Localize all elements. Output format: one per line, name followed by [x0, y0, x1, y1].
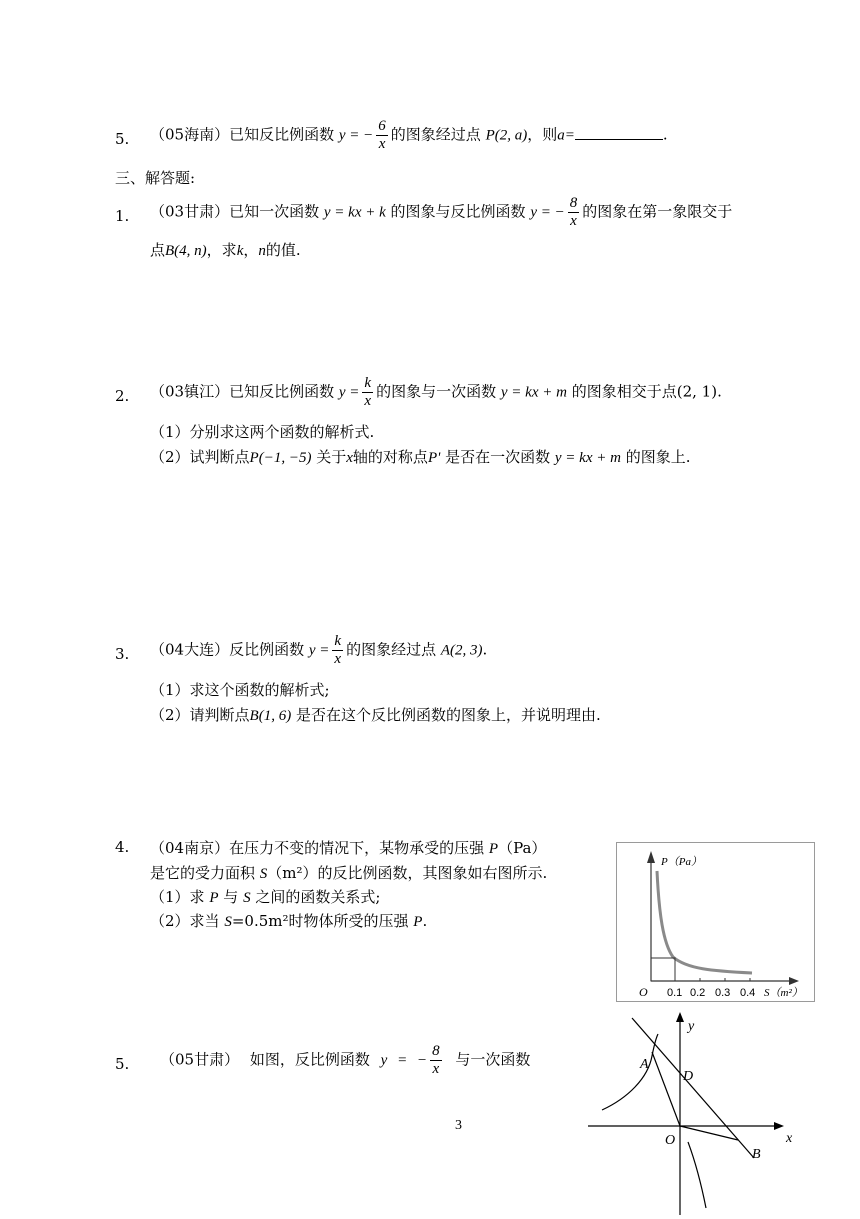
area-rectangle — [651, 958, 675, 981]
equation: y = — [338, 384, 360, 401]
question-4-line-1: （04南京）在压力不变的情况下，某物承受的压强 P（Pa） — [150, 839, 547, 857]
problem-5a-text: （05海南）已知反比例函数 y = − $\frac{6}{x}$ 的图象经过点 P(2, a)，则a= . — [150, 118, 668, 152]
question-2-number: 2. — [115, 387, 130, 405]
point-label: B(4, n) — [165, 243, 207, 259]
section-heading: 三、解答题: — [115, 169, 196, 187]
pressure-area-graph — [617, 843, 814, 1001]
curve-branch-2nd-quadrant — [602, 1034, 658, 1110]
question-4-sub-2: （2）求当 S=0.5m²时物体所受的压强 P. — [150, 912, 428, 930]
source-tag: （03甘肃） — [150, 202, 230, 221]
answer-blank[interactable] — [575, 125, 663, 140]
point-B-label: B — [752, 1147, 761, 1162]
fraction: $\frac{8}{x}$ — [569, 195, 578, 229]
equation: y = − — [380, 1052, 428, 1069]
point-D-label: D — [683, 1069, 694, 1084]
y-axis-arrow — [647, 851, 655, 863]
equation: y = — [308, 642, 330, 659]
equation: y = kx + k — [323, 204, 386, 221]
question-4-sub-1: （1）求 P 与 S 之间的函数关系式; — [150, 888, 381, 906]
x-axis-arrow — [774, 1122, 784, 1130]
fraction: $\frac{6}{x}$ — [378, 118, 386, 152]
point-label: (2, 1) — [676, 382, 718, 401]
page-number: 3 — [455, 1118, 462, 1133]
fraction: $\frac{k}{x}$ — [364, 375, 372, 409]
source-tag: （05海南） — [150, 125, 230, 144]
segment-OB — [680, 1126, 738, 1140]
tick-label: 0.2 — [690, 987, 706, 999]
x-axis-label: x — [786, 1131, 793, 1146]
point-label: P(2, a) — [485, 127, 528, 144]
x-axis-arrow — [789, 977, 799, 985]
question-3-line-1: （04大连）反比例函数 y = $\frac{k}{x}$ 的图象经过点 A(2, 3). — [150, 633, 488, 667]
fraction: $\frac{8}{x}$ — [432, 1043, 440, 1077]
question-2-sub-2: （2）试判断点P(−1, −5) 关于x轴的对称点P' 是否在一次函数 y = kx + m 的图象上. — [150, 448, 691, 466]
segment-AO — [652, 1052, 680, 1126]
problem-5a-number: 5. — [115, 130, 130, 148]
origin-label: O — [639, 985, 648, 999]
equation: y = kx + m — [500, 384, 567, 401]
source-tag: （03镇江） — [150, 382, 230, 401]
question-1-line-2: 点B(4, n)，求k，n的值. — [150, 241, 301, 259]
source-tag: （04南京） — [150, 839, 230, 857]
point-label: A(2, 3) — [440, 642, 483, 659]
question-3-number: 3. — [115, 645, 130, 663]
problem-5b-text: （05甘肃） 如图，反比例函数 y = − $\frac{8}{x}$ 与一次函数 — [160, 1043, 531, 1077]
coordinate-diagram — [588, 1008, 798, 1215]
y-axis-label: P（Pa） — [661, 856, 702, 868]
point-A-label: A — [640, 1057, 649, 1072]
point-label: B(1, 6) — [249, 708, 292, 724]
y-axis-label: y — [688, 1019, 695, 1034]
problem-5b-number: 5. — [115, 1055, 130, 1073]
curve-branch-4th-quadrant — [688, 1142, 706, 1208]
pressure-area-figure — [616, 842, 815, 1002]
equation: y = − — [530, 204, 565, 221]
question-2-sub-1: （1）分别求这两个函数的解析式. — [150, 423, 375, 441]
tick-label: 0.3 — [715, 987, 731, 999]
fraction: $\frac{k}{x}$ — [334, 633, 342, 667]
x-axis-label: S（m²） — [764, 987, 803, 999]
tick-label: 0.1 — [667, 987, 683, 999]
question-4-line-2: 是它的受力面积 S（m²）的反比例函数，其图象如右图所示. — [150, 864, 548, 882]
origin-label: O — [665, 1133, 676, 1148]
source-tag: （04大连） — [150, 640, 230, 659]
equation: y = kx + m — [554, 450, 621, 466]
question-3-sub-1: （1）求这个函数的解析式; — [150, 681, 330, 699]
tick-label: 0.4 — [740, 987, 756, 999]
y-axis-arrow — [676, 1012, 684, 1022]
coordinate-graph — [588, 1008, 798, 1215]
equation: y = − — [338, 127, 374, 144]
source-tag: （05甘肃） — [160, 1050, 240, 1069]
question-2-line-1: （03镇江）已知反比例函数 y = $\frac{k}{x}$ 的图象与一次函数 y = kx + m 的图象相交于点(2, 1). — [150, 375, 722, 409]
question-1-line-1: （03甘肃）已知一次函数 y = kx + k 的图象与反比例函数 y = − $\frac{8}{x}$ 的图象在第一象限交于 — [150, 195, 733, 229]
point-label: P(−1, −5) — [249, 450, 312, 466]
question-3-sub-2: （2）请判断点B(1, 6) 是否在这个反比例函数的图象上，并说明理由. — [150, 706, 601, 724]
question-4-number: 4. — [115, 838, 130, 856]
question-1-number: 1. — [115, 207, 130, 225]
line-through-A-B — [632, 1018, 754, 1158]
